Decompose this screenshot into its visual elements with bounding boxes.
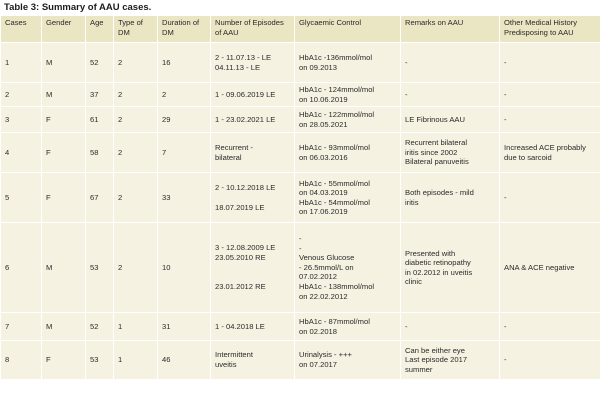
cell-history [500,313,600,341]
text-line: ANA & ACE negative [504,262,575,272]
table-row [1,313,600,341]
header-cases: Cases [1,16,42,43]
table-row [1,107,600,133]
text-line: HbA1c - 138mmol/mol [299,282,375,292]
text-line: in 02.2012 in uveitis [405,267,473,277]
cell-glycaemic [295,43,401,83]
cell-glycaemic [295,341,401,379]
cell-case: 4 [1,133,42,173]
text-line: 1 - 09.06.2019 LE [215,89,276,99]
text-line: 2 - 11.07.13 - LE [215,52,272,62]
text-line: - [504,89,507,99]
cell-type: 2 [114,223,158,313]
cell-history [500,133,600,173]
text-line: - [405,89,408,99]
cell-case: 8 [1,341,42,379]
text-line: - [504,114,507,124]
cell-gender: M [42,43,86,83]
text-line: - [299,234,302,244]
cell-age: 61 [86,107,114,133]
cell-glycaemic [295,173,401,223]
cell-glycaemic [295,133,401,173]
text-line: on 06.03.2016 [299,152,348,162]
text-line: iritis [405,197,419,207]
cell-remarks [401,223,500,313]
cell-type: 2 [114,43,158,83]
cell-history [500,107,600,133]
text-line: HbA1c - 124mmol/mol [299,85,375,94]
text-line: uveitis [215,359,237,369]
text-line: 23.05.2010 RE [215,252,266,262]
cell-history [500,173,600,223]
text-line: Recurrent - [215,143,253,153]
cell-episodes [211,43,295,83]
header-remarks: Remarks on AAU [401,16,500,43]
table-row [1,341,600,379]
cell-glycaemic [295,107,401,133]
text-line: - 26.5mmol/L on [299,262,354,272]
table-row [1,223,600,313]
text-line: HbA1c - 55mmol/mol [299,178,370,188]
table-caption: Table 3: Summary of AAU cases. [0,0,600,16]
text-line: on 04.03.2019 [299,188,348,198]
cell-type: 1 [114,341,158,379]
cell-case: 5 [1,173,42,223]
text-line: Venous Glucose [299,253,355,263]
cell-case: 1 [1,43,42,83]
cell-episodes [211,341,295,379]
cell-age: 67 [86,173,114,223]
cell-gender: M [42,313,86,341]
table-row [1,83,600,107]
cell-episodes [211,133,295,173]
text-line: - [405,321,408,331]
cell-gender: M [42,223,86,313]
cell-age: 37 [86,83,114,107]
table-row [1,133,600,173]
cell-history [500,223,600,313]
cell-glycaemic [295,313,401,341]
cell-age: 58 [86,133,114,173]
cell-remarks [401,341,500,379]
text-line: HbA1c - 122mmol/mol [299,110,375,120]
text-line: 3 - 12.08.2009 LE [215,243,276,253]
text-line: bilateral [215,152,242,162]
text-line: on 02.2018 [299,326,338,336]
cell-glycaemic [295,223,401,313]
header-age: Age [86,16,114,43]
text-line: HbA1c - 93mmol/mol [299,143,370,153]
header-history: Other Medical History Predisposing to AAU [500,16,600,43]
text-line: iritis since 2002 [405,147,458,157]
cell-duration: 46 [158,341,211,379]
text-line: Presented with [405,248,456,258]
text-line: on 09.2013 [299,62,338,72]
cell-gender: F [42,107,86,133]
text-line: Urinalysis - +++ [299,350,352,360]
cell-age: 53 [86,341,114,379]
header-duration-of-dm: Duration of DM [158,16,211,43]
cell-remarks [401,107,500,133]
cell-remarks [401,83,500,107]
text-line: - [299,243,302,253]
aau-summary-table [0,16,600,379]
cell-duration: 29 [158,107,211,133]
cell-episodes [211,313,295,341]
text-line: on 17.06.2019 [299,207,348,217]
text-line: on 07.2017 [299,359,338,369]
cell-type: 2 [114,173,158,223]
cell-glycaemic [295,83,401,107]
text-line: - [504,57,507,67]
text-line: Both episodes - mild [405,188,474,198]
table-row [1,173,600,223]
header-type-of-dm: Type of DM [114,16,158,43]
cell-case: 6 [1,223,42,313]
text-line: HbA1c -136mmol/mol [299,52,373,62]
text-line: HbA1c - 54mmol/mol [299,197,370,207]
text-line: due to sarcoid [504,152,552,162]
cell-history [500,341,600,379]
cell-remarks [401,43,500,83]
cell-episodes [211,173,295,223]
cell-gender: F [42,133,86,173]
cell-history [500,83,600,107]
text-line: Can be either eye [405,345,465,355]
text-line: diabetic retinopathy [405,258,471,268]
cell-type: 1 [114,313,158,341]
cell-duration: 16 [158,43,211,83]
cell-type: 2 [114,83,158,107]
cell-duration: 10 [158,223,211,313]
cell-case: 2 [1,83,42,107]
cell-case: 7 [1,313,42,341]
text-line: 18.07.2019 LE [215,202,265,212]
text-line: 23.01.2012 RE [215,282,266,292]
cell-gender: F [42,173,86,223]
cell-duration: 31 [158,313,211,341]
text-line: 07.02.2012 [299,272,338,282]
cell-duration: 2 [158,83,211,107]
header-episodes: Number of Episodes of AAU [211,16,295,43]
text-line: HbA1c - 87mmol/mol [299,317,370,327]
text-line: 1 - 23.02.2021 LE [215,114,276,124]
cell-age: 52 [86,313,114,341]
text-line: Increased ACE probably [504,143,586,153]
text-line: clinic [405,277,422,287]
header-glycaemic-control: Glycaemic Control [295,16,401,43]
text-line: Bilateral panuveitis [405,157,469,167]
cell-duration: 33 [158,173,211,223]
text-line: - [504,321,507,331]
cell-episodes [211,107,295,133]
cell-remarks [401,133,500,173]
cell-type: 2 [114,107,158,133]
cell-duration: 7 [158,133,211,173]
text-line: Recurrent bilateral [405,138,468,148]
text-line: - [405,57,408,67]
table-header-row [1,16,600,43]
cell-age: 52 [86,43,114,83]
text-line: LE Fibrinous AAU [405,114,465,124]
text-line: on 10.06.2019 [299,94,348,104]
header-gender: Gender [42,16,86,43]
text-line: on 22.02.2012 [299,291,348,301]
text-line: 04.11.13 - LE [215,62,261,72]
cell-gender: F [42,341,86,379]
cell-case: 3 [1,107,42,133]
cell-age: 53 [86,223,114,313]
cell-history [500,43,600,83]
cell-gender: M [42,83,86,107]
text-line: - [504,192,507,202]
table-row [1,43,600,83]
cell-type: 2 [114,133,158,173]
cell-remarks [401,173,500,223]
cell-episodes [211,83,295,107]
cell-remarks [401,313,500,341]
text-line: Last episode 2017 [405,355,468,365]
text-line: 1 - 04.2018 LE [215,321,265,331]
text-line: 2 - 10.12.2018 LE [215,183,276,193]
text-line: on 28.05.2021 [299,119,348,129]
text-line: summer [405,364,433,374]
text-line: - [504,355,507,365]
text-line: Intermittent [215,350,253,360]
cell-episodes [211,223,295,313]
